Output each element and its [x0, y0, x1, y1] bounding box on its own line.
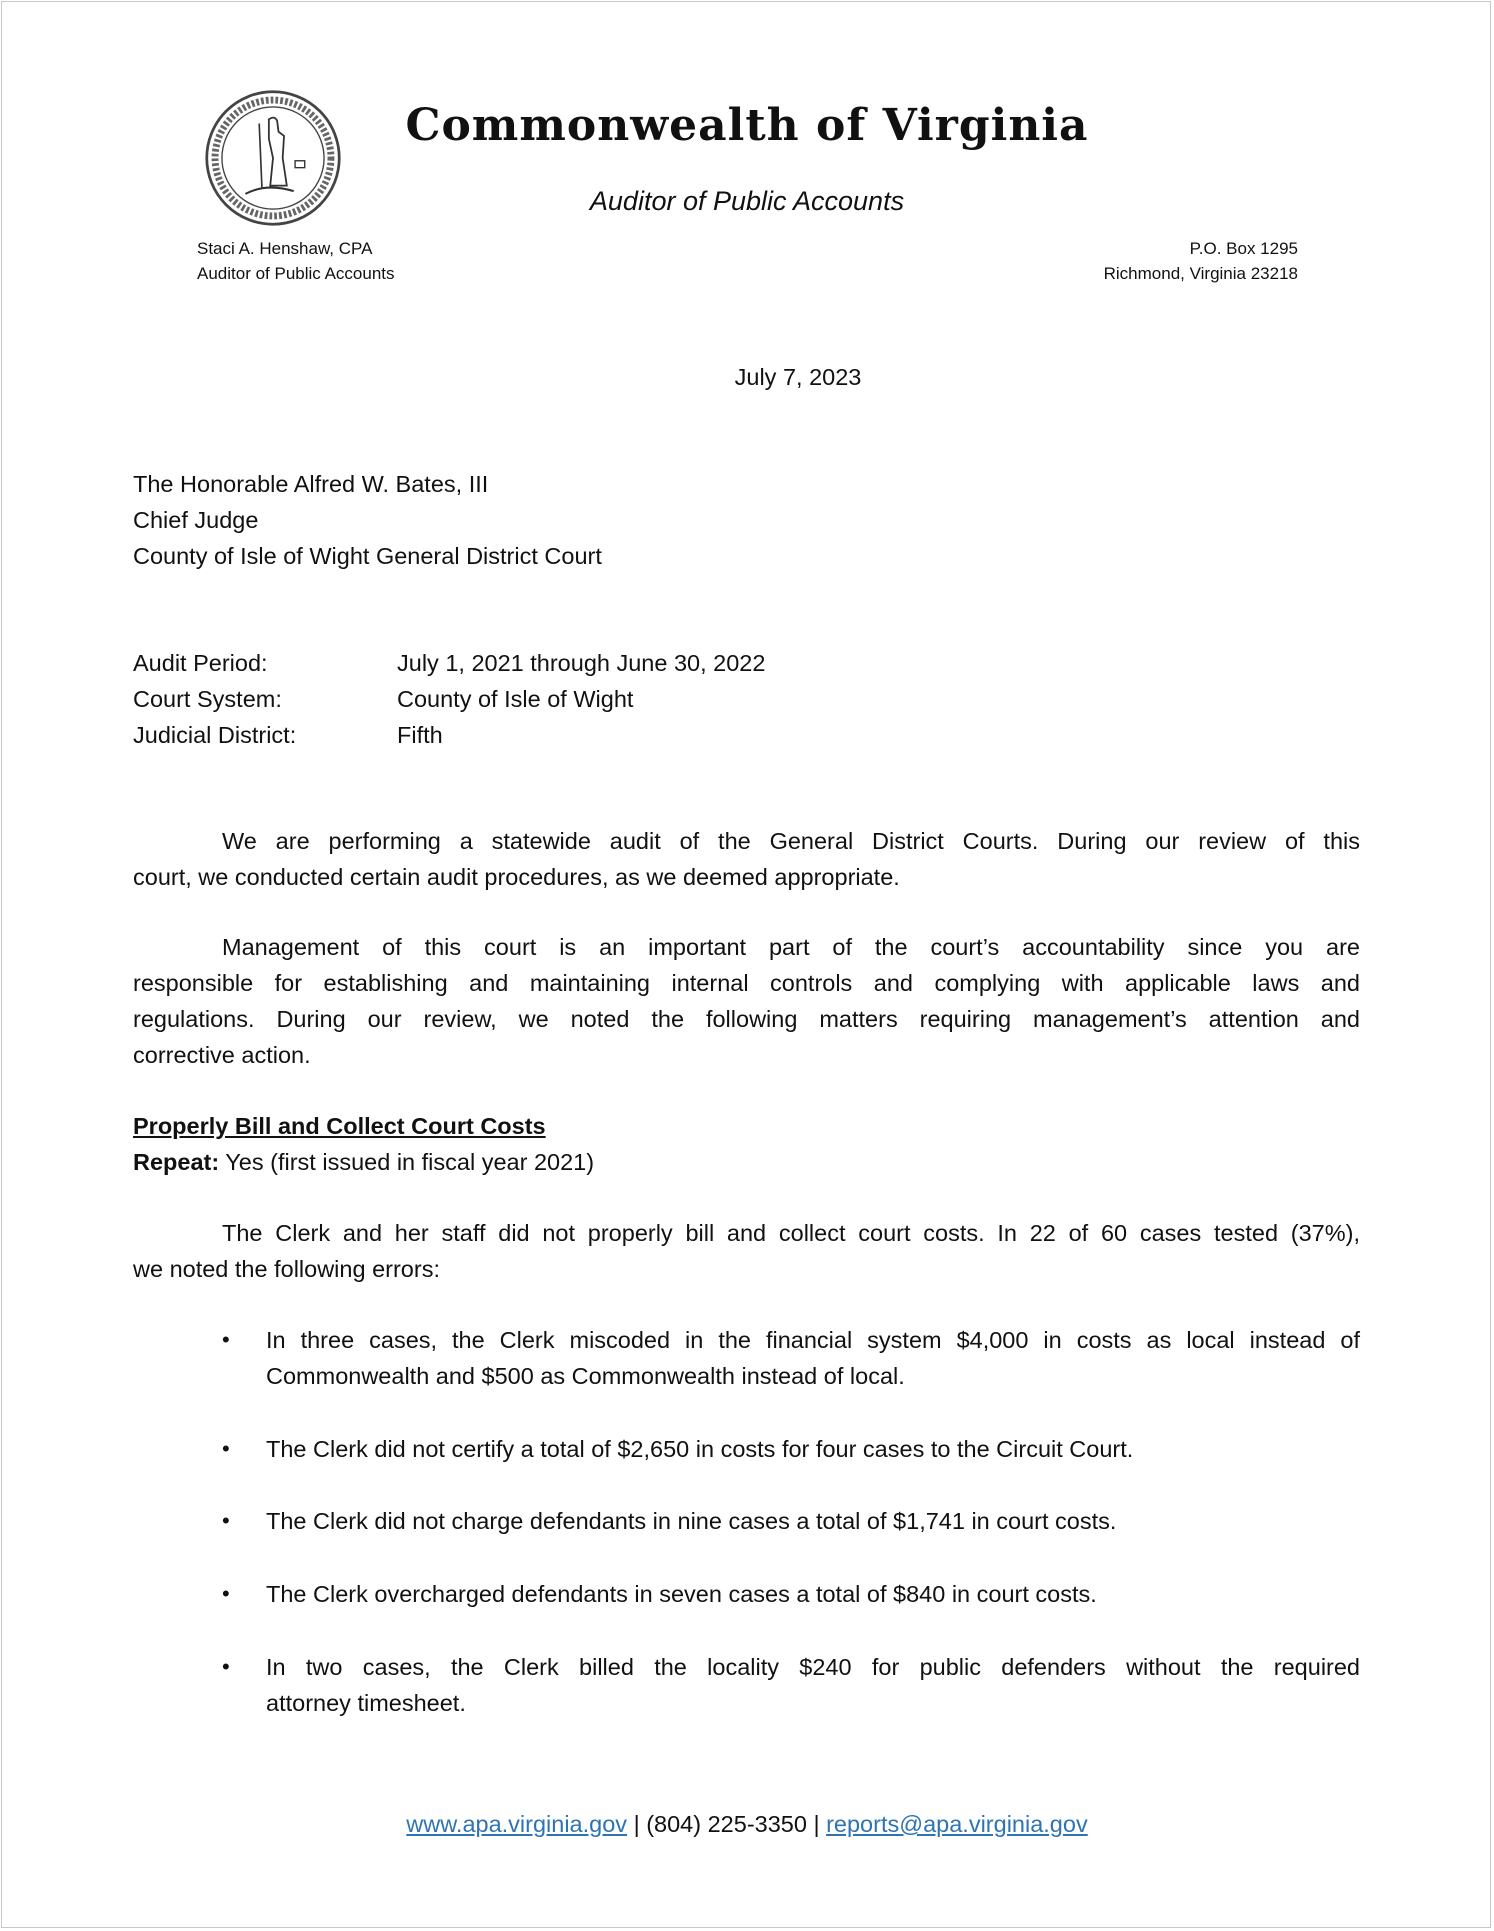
letterhead-subtitle: Auditor of Public Accounts [589, 186, 905, 216]
finding-bullet [266, 1322, 1360, 1394]
paragraph-intro [133, 823, 1360, 895]
text-line: responsible for establishing and maintaining internal controls and complying with applicable laws and [133, 970, 1360, 996]
recipient-line: The Honorable Alfred W. Bates, III [133, 471, 489, 497]
text-line: Management of this court is an important part of the court’s accountability since you are [222, 934, 1360, 960]
finding-bullet [266, 1431, 1360, 1467]
text-line: In three cases, the Clerk miscoded in the financial system $4,000 in costs as local instead of [266, 1327, 1360, 1353]
letter-date: July 7, 2023 [734, 364, 862, 390]
text-line: We are performing a statewide audit of the General District Courts. During our review of this [222, 828, 1360, 854]
text-line: we noted the following errors: [133, 1256, 440, 1282]
text-line: attorney timesheet. [266, 1690, 466, 1716]
audit-info-value: July 1, 2021 through June 30, 2022 [397, 650, 766, 676]
finding-intro [133, 1215, 1360, 1287]
audit-info-row [133, 645, 765, 681]
finding-heading: Properly Bill and Collect Court Costs [133, 1113, 546, 1139]
footer-separator: | [806, 1811, 827, 1837]
repeat-value: Yes (first issued in fiscal year 2021) [219, 1149, 595, 1175]
email-link[interactable]: reports@apa.virginia.gov [826, 1811, 1088, 1837]
audit-info-label: Court System: [133, 686, 282, 712]
bullet-icon: • [222, 1508, 230, 1533]
audit-info [133, 645, 765, 753]
paragraph-management [133, 929, 1360, 1073]
text-line: In two cases, the Clerk billed the locality $240 for public defenders without the required [266, 1654, 1360, 1680]
text-line: regulations. During our review, we noted the following matters requiring management’s attention and [133, 1006, 1360, 1032]
bullet-icon: • [222, 1327, 230, 1352]
bullet-icon: • [222, 1436, 230, 1461]
sender-block [197, 236, 395, 286]
sender-name: Staci A. Henshaw, CPA [197, 239, 373, 258]
text-line: The Clerk and her staff did not properly bill and collect court costs. In 22 of 60 cases tested (37%), [222, 1220, 1360, 1246]
text-line: The Clerk overcharged defendants in seven cases a total of $840 in court costs. [266, 1581, 1097, 1607]
audit-info-row [133, 717, 765, 753]
text-line: court, we conducted certain audit procedures, as we deemed appropriate. [133, 864, 900, 890]
recipient-block [133, 466, 602, 574]
recipient-line: Chief Judge [133, 507, 259, 533]
text-line: corrective action. [133, 1042, 311, 1068]
finding-bullet [266, 1576, 1360, 1612]
finding-bullet [266, 1649, 1360, 1721]
footer [0, 1806, 1494, 1842]
audit-info-label: Audit Period: [133, 650, 268, 676]
text-line: Commonwealth and $500 as Commonwealth instead of local. [266, 1363, 905, 1389]
address-line: P.O. Box 1295 [1189, 239, 1298, 258]
sender-title: Auditor of Public Accounts [197, 264, 395, 283]
bullet-icon: • [222, 1654, 230, 1679]
text-line: The Clerk did not charge defendants in nine cases a total of $1,741 in court costs. [266, 1508, 1117, 1534]
finding-header [133, 1108, 594, 1180]
recipient-line: County of Isle of Wight General District Court [133, 543, 602, 569]
text-line: The Clerk did not certify a total of $2,650 in costs for four cases to the Circuit Court. [266, 1436, 1134, 1462]
repeat-line [133, 1144, 594, 1180]
finding-bullet [266, 1503, 1360, 1539]
audit-info-value: Fifth [397, 722, 443, 748]
mailing-address [1104, 236, 1298, 286]
audit-info-value: County of Isle of Wight [397, 686, 634, 712]
footer-separator: | [627, 1811, 647, 1837]
letterhead-title: Commonwealth of Virginia [405, 100, 1089, 151]
address-line: Richmond, Virginia 23218 [1103, 264, 1298, 283]
bullet-icon: • [222, 1581, 230, 1606]
website-link[interactable]: www.apa.virginia.gov [406, 1811, 628, 1837]
phone-number: (804) 225-3350 [646, 1811, 807, 1837]
audit-info-row [133, 681, 765, 717]
audit-info-label: Judicial District: [133, 722, 297, 748]
repeat-label: Repeat: [133, 1149, 220, 1175]
